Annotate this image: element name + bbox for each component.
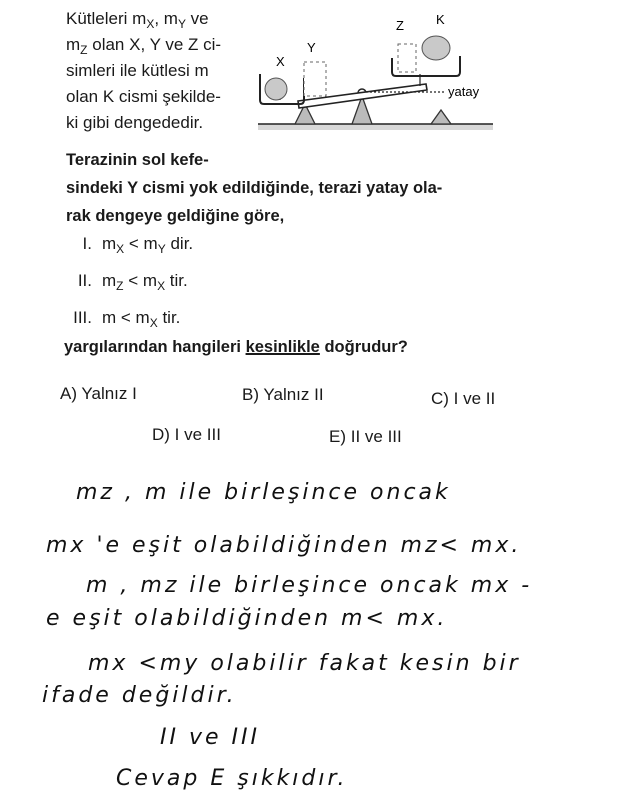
option-b[interactable]: B) Yalnız II — [242, 385, 324, 404]
handwriting-line-1: mz , m ile birleşince oncak — [76, 480, 451, 505]
object-z — [398, 44, 416, 72]
statement-2: II. $m_Z < m_X$ tir. — [77, 271, 188, 293]
handwriting-line-2: mx 'e eşit olabildiğinden mz< mx. — [46, 533, 522, 558]
statement-3: III. $m < m_X$ tir. — [73, 308, 181, 330]
stem-line-1: Terazinin sol kefe- — [66, 151, 209, 169]
stem-line-3: rak dengeye geldiğine göre, — [66, 207, 285, 225]
handwriting-line-8: Cevap E şıkkıdır. — [116, 766, 348, 791]
statement-list — [58, 228, 193, 339]
support-right — [431, 110, 451, 124]
intro-line-1: Kütleleri $m_X$, $m_Y$ ve — [66, 9, 209, 31]
label-x: X — [276, 54, 285, 69]
intro-line-4: olan K cismi şekilde- — [66, 87, 221, 106]
object-y — [304, 62, 326, 96]
option-a[interactable]: A) Yalnız I — [60, 384, 137, 403]
handwriting-line-3: m , mz ile birleşince oncak mx - — [86, 573, 533, 598]
handwriting-line-7: II ve III — [160, 725, 260, 750]
label-k: K — [436, 12, 445, 27]
ground — [258, 124, 493, 130]
object-k — [422, 36, 450, 60]
intro-line-5: ki gibi dengededir. — [66, 113, 204, 132]
label-z: Z — [396, 18, 404, 33]
problem-intro — [66, 6, 221, 136]
stem-line-2: sindeki Y cismi yok edildiğinde, terazi yatay ola- — [66, 179, 443, 197]
label-y: Y — [307, 40, 316, 55]
label-horizontal: yatay — [448, 84, 480, 99]
handwriting-line-5: mx <my olabilir fakat kesin bir — [88, 651, 521, 676]
option-d[interactable]: D) I ve III — [152, 425, 221, 444]
question-line: yargılarından hangileri kesinlikle doğrudur? — [64, 338, 408, 356]
handwriting-line-6: ifade değildir. — [42, 683, 237, 708]
statement-1: I. $m_X < m_Y$ dir. — [82, 234, 194, 256]
balance-diagram — [250, 0, 500, 140]
handwriting-line-4: e eşit olabildiğinden m< mx. — [46, 606, 448, 631]
emphasis-word: kesinlikle — [245, 338, 320, 356]
question-stem — [66, 146, 442, 230]
object-x — [265, 78, 287, 100]
option-e[interactable]: E) II ve III — [329, 427, 402, 446]
intro-line-3: simleri ile kütlesi m — [66, 61, 209, 80]
option-c[interactable]: C) I ve II — [431, 389, 496, 408]
intro-line-2: $m_Z$ olan X, Y ve Z ci- — [66, 35, 222, 57]
